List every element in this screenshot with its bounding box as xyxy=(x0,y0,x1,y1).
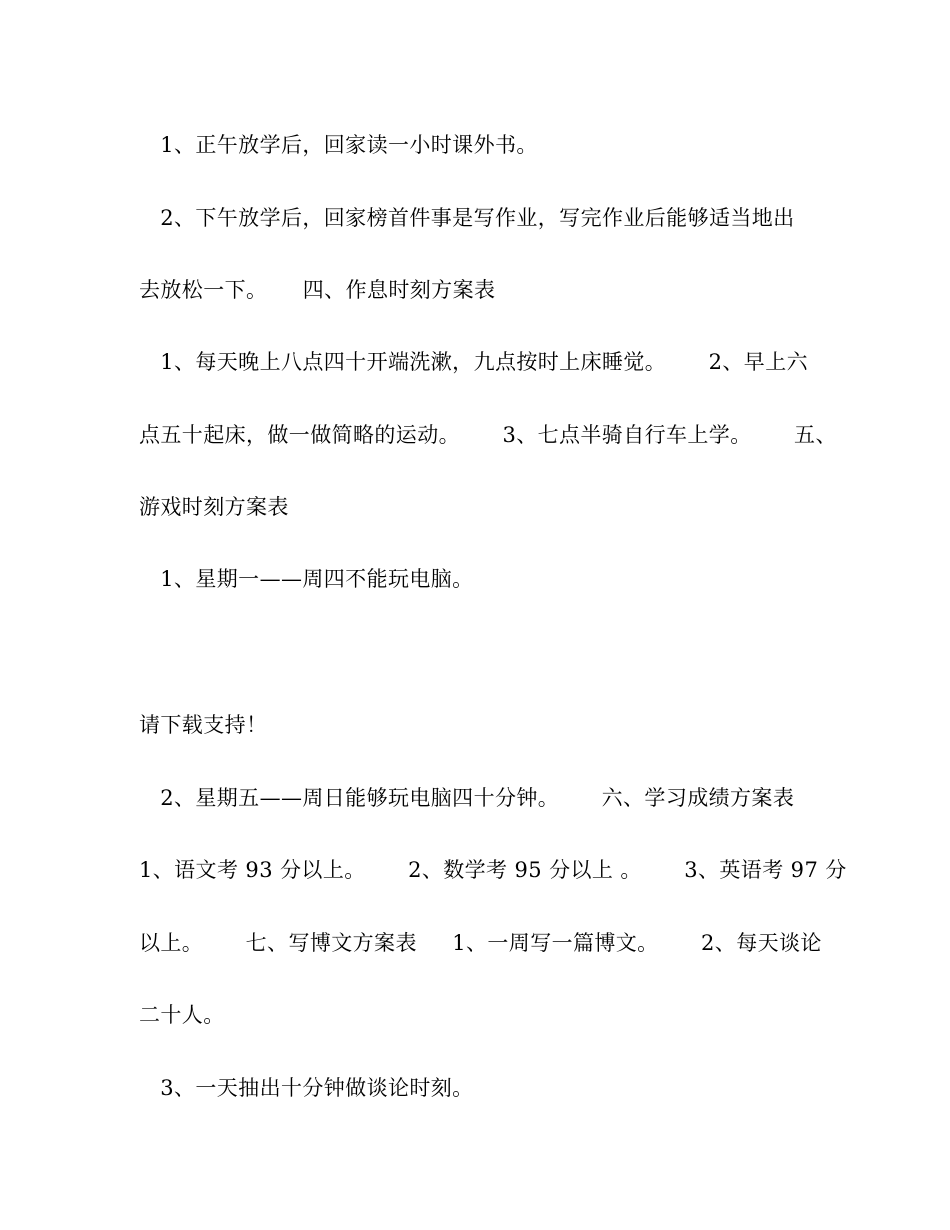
text-line: 请下载支持！ xyxy=(139,713,268,737)
text-line: 2、下午放学后，回家榜首件事是写作业，写完作业后能够适当地出 xyxy=(139,206,795,230)
text-line: 2、星期五——周日能够玩电脑四十分钟。 六、学习成绩方案表 xyxy=(139,786,795,810)
text-line: 1、正午放学后，回家读一小时课外书。 xyxy=(139,133,538,157)
text-line: 二十人。 xyxy=(139,1003,225,1027)
text-line: 3、一天抽出十分钟做谈论时刻。 xyxy=(139,1076,474,1100)
text-line: 1、星期一——周四不能玩电脑。 xyxy=(139,567,474,591)
text-line: 去放松一下。 四、作息时刻方案表 xyxy=(139,278,496,302)
text-line: 点五十起床，做一做简略的运动。 3、七点半骑自行车上学。 五、 xyxy=(139,423,837,447)
text-line: 1、语文考 93 分以上。 2、数学考 95 分以上 。 3、英语考 97 分 xyxy=(139,858,847,882)
text-line: 1、每天晚上八点四十开端洗漱，九点按时上床睡觉。 2、早上六 xyxy=(139,350,808,374)
text-line: 以上。 七、写博文方案表 1、一周写一篇博文。 2、每天谈论 xyxy=(139,931,822,955)
text-line: 游戏时刻方案表 xyxy=(139,495,289,519)
